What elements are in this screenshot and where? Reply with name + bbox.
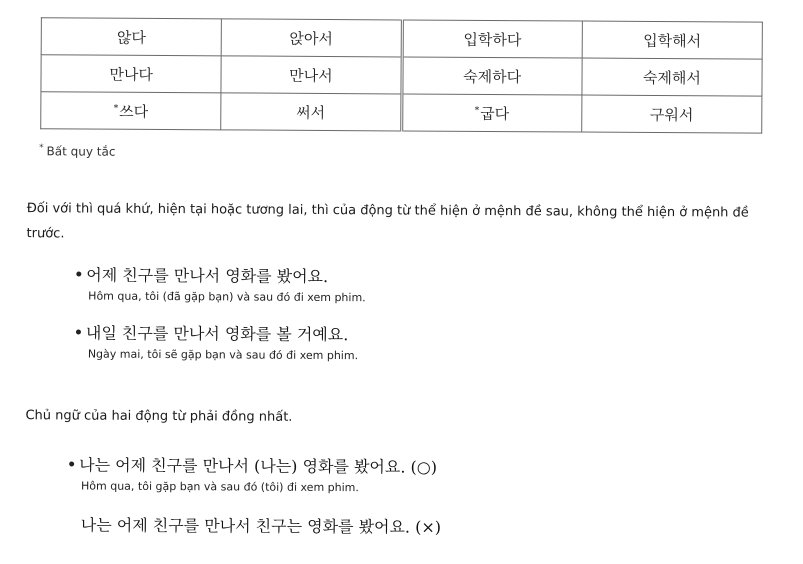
cell-text: 굽다	[480, 104, 510, 123]
irregular-mark: *	[474, 105, 480, 116]
footnote-mark: *	[39, 143, 44, 154]
footnote-text: Bất quy tắc	[46, 144, 116, 159]
table-cell: 만나서	[221, 56, 401, 94]
bullet-icon	[76, 271, 81, 276]
table-cell: 앉아서	[221, 19, 401, 57]
table-cell	[41, 92, 221, 130]
table-row	[41, 55, 762, 96]
korean-sentence: 어제 친구를 만나서 영화를 봤어요.	[76, 262, 366, 287]
bullet-icon	[76, 329, 81, 334]
section2-paragraph: Chủ ngữ của hai động từ phải đồng nhất.	[25, 408, 293, 425]
table-cell: 입학해서	[582, 21, 762, 59]
table-row	[41, 92, 762, 133]
example-item	[81, 513, 441, 538]
vietnamese-translation: Ngày mai, tôi sẽ gặp bạn và sau đó đi xem phim.	[87, 347, 359, 363]
section1-paragraph: Đối với thì quá khứ, hiện tại hoặc tương lai, thì của động từ thể hiện ở mệnh đề sau, không thể hiện ở mệnh đề trước.	[26, 201, 749, 242]
table-row	[41, 18, 762, 59]
footnote	[39, 143, 115, 158]
table-cell	[401, 94, 581, 132]
verb-conjugation-table	[40, 17, 763, 133]
table-cell: 숙제하다	[401, 57, 581, 95]
vietnamese-translation: Hôm qua, tôi (đã gặp bạn) và sau đó đi xem phim.	[88, 289, 366, 305]
table-cell: 구워서	[581, 95, 761, 133]
example-item	[76, 262, 366, 304]
korean-sentence: 나는 어제 친구를 만나서 친구는 영화를 봤어요. (×)	[80, 515, 442, 537]
example-item	[76, 320, 359, 362]
table-cell: 숙제해서	[582, 58, 762, 96]
example-item	[69, 452, 437, 494]
bullet-icon	[69, 461, 74, 466]
korean-sentence: 나는 어제 친구를 만나서 (나는) 영화를 봤어요. (○)	[69, 452, 437, 477]
table-cell: 입학하다	[402, 20, 582, 58]
cell-text: 쓰다	[119, 102, 149, 121]
table-cell: 써서	[221, 93, 401, 131]
korean-sentence: 내일 친구를 만나서 영화를 볼 거예요.	[76, 320, 358, 345]
irregular-mark: *	[113, 103, 119, 114]
table-cell: 만나다	[41, 55, 221, 93]
table-cell: 않다	[41, 18, 221, 56]
vietnamese-translation: Hôm qua, tôi gặp bạn và sau đó (tôi) đi xem phim.	[80, 479, 359, 495]
